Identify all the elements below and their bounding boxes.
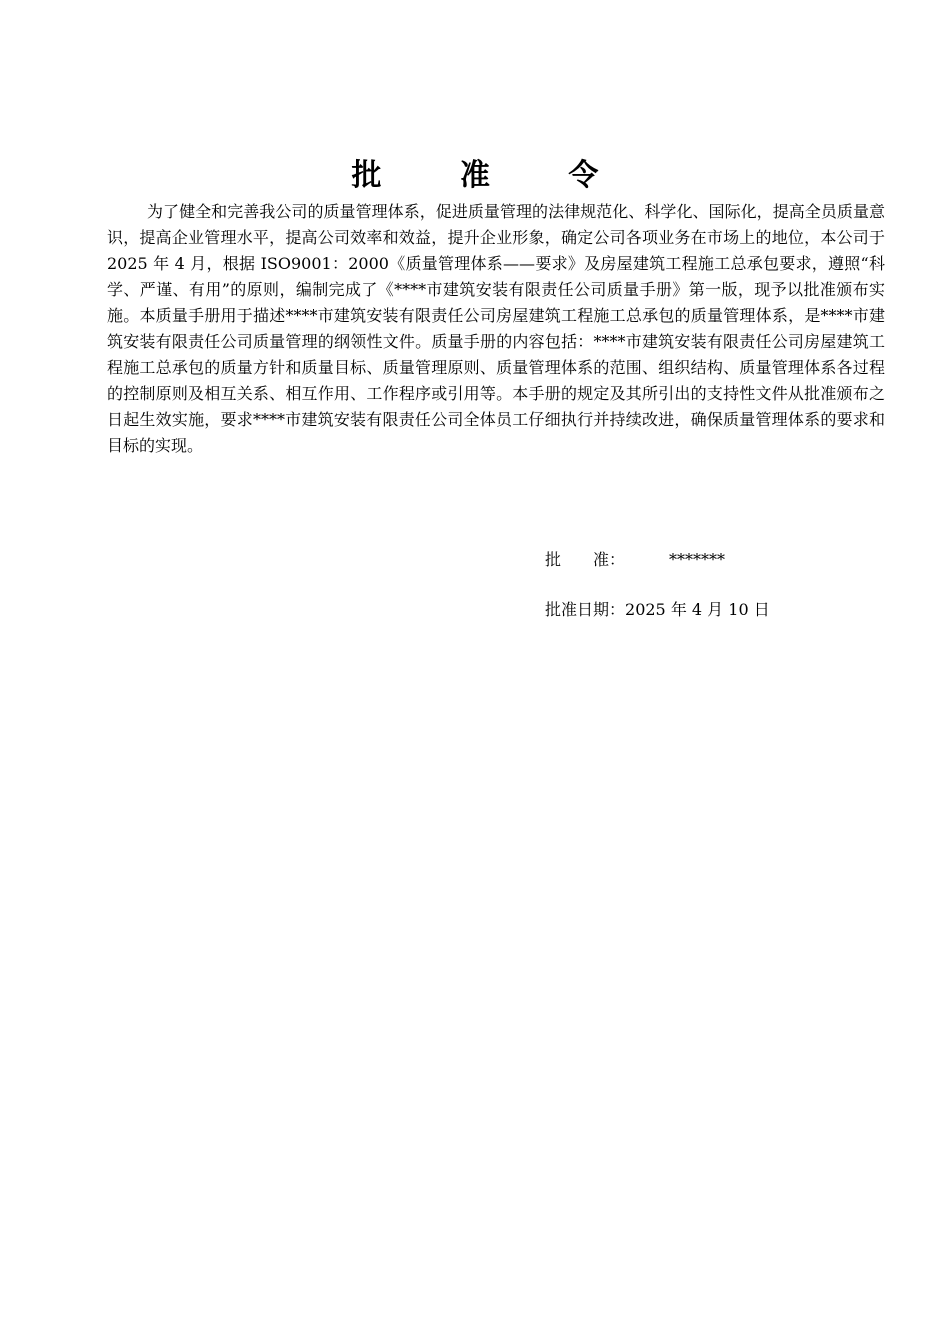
approval-date-line: [545, 599, 770, 621]
document-title: 批 准 令: [351, 158, 633, 193]
approver-name: *******: [669, 550, 725, 569]
approval-date-label: 批准日期：: [545, 600, 626, 619]
approver-line: [545, 549, 725, 571]
approval-date-value: 2025 年 4 月 10 日: [625, 600, 770, 619]
approver-label: 批 准：: [545, 550, 626, 569]
approval-body-paragraph: 为了健全和完善我公司的质量管理体系，促进质量管理的法律规范化、科学化、国际化，提高全员质量意识，提高企业管理水平，提高公司效率和效益，提升企业形象，确定公司各项业务在市场上的地位，本公司于 2025 年 4 月，根据 ISO9001：2000《质量管理体系——要求》及房屋建筑工程施工总承包要求，遵照“科学、严谨、有用”的原则，编制完成了《****市建筑安装有限责任公司质量手册》第一版，现予以批准颁布实施。本质量手册用于描述****市建筑安装有限责任公司房屋建筑工程施工总承包的质量管理体系，是****市建筑安装有限责任公司质量管理的纲领性文件。质量手册的内容包括：****市建筑安装有限责任公司房屋建筑工程施工总承包的质量方针和质量目标、质量管理原则、质量管理体系的范围、组织结构、质量管理体系各过程的控制原则及相互关系、相互作用、工作程序或引用等。本手册的规定及其所引出的支持性文件从批准颁布之日起生效实施，要求****市建筑安装有限责任公司全体员工仔细执行并持续改进，确保质量管理体系的要求和目标的实现。: [107, 202, 885, 455]
